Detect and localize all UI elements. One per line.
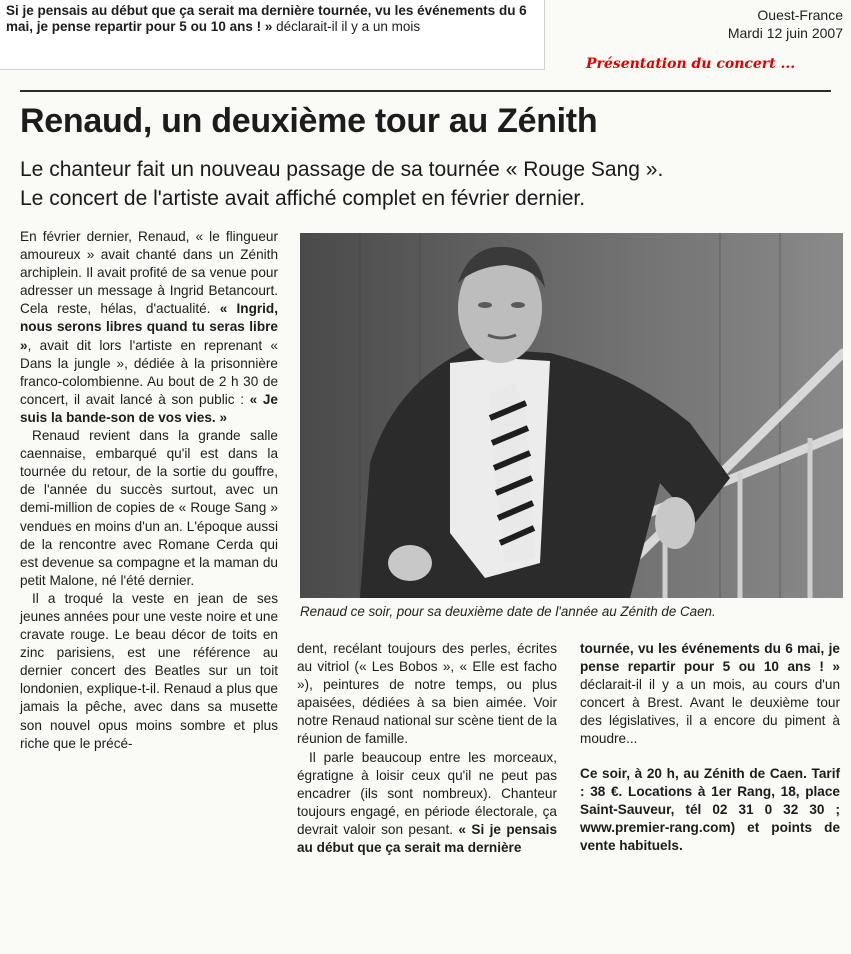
article-column-1	[20, 228, 278, 753]
quote-bande-son: « Je suis la bande-son de vos vies. »	[20, 391, 278, 425]
paragraph-3: Il a troqué la veste en jean de ses jeunes années pour une veste noire et une cravate rouge. Le beau décor de toits en zinc parisiens, est une référence au dernier concert des Beatles sur un toit londonien, explique-t-il. Renaud a plus que jamais la pêche, avec dans sa musette son nouvel opus moins sombre et plus riche que le précé-	[20, 590, 278, 751]
clipping-quote: Si je pensais au début que ça serait ma dernière tournée, vu les événements du 6 mai, je pense repartir pour 5 ou 10 ans ! »	[6, 3, 527, 34]
clipping-rest: déclarait-il il y a un mois	[276, 19, 421, 34]
newspaper-source	[728, 6, 843, 42]
paragraph-3-continued: dent, recélant toujours des perles, écrites au vitriol (« Les Bobos », « Elle est facho »), peintures de notre temps, ou plus apaisées, dédiées à sa bien aimée. Voir notre Renaud national sur scène tient de la réunion de famille.	[297, 641, 557, 747]
quote-derniere-tournee: « Si je pensais au début que ça serait ma dernière	[297, 821, 557, 856]
paragraph-4: Il parle beaucoup entre les morceaux, égratigne à loisir ceux qu'il ne peut pas encadrer (ils sont nombreux). Chanteur toujours engagé, en période électorale, ça devrait valoir son pesant. « Si je pensais au début que ça serait ma dernière	[297, 749, 557, 856]
paragraph-1: En février dernier, Renaud, « le flingueur amoureux » avait chanté dans un Zénith archiplein. Il avait profité de sa venue pour adresser un message à Ingrid Betancourt. Cela reste, hélas, d'actualité. « Ingrid, nous serons libres quand tu seras libre », avait dit lors l'artiste en reprenant « Dans la jungle », dédiée à la prisonnière franco-colombienne. Au bout de 2 h 30 de concert, il avait lancé à son public : « Je suis la bande-son de vos vies. »	[20, 229, 279, 425]
newspaper-clipping-excerpt	[0, 0, 545, 70]
quote-ingrid: « Ingrid, nous serons libres quand tu seras libre »	[20, 301, 279, 353]
quote-repartir: tournée, vu les événements du 6 mai, je pense repartir pour 5 ou 10 ans ! »	[580, 641, 840, 675]
article-headline: Renaud, un deuxième tour au Zénith	[20, 102, 598, 140]
subhead-line-2: Le concert de l'artiste avait affiché complet en février dernier.	[20, 187, 586, 210]
newspaper-name: Ouest-France	[757, 7, 843, 23]
presentation-label: Présentation du concert ...	[586, 56, 796, 72]
concert-photo	[300, 233, 843, 598]
header-rule	[20, 90, 831, 92]
photo-illustration	[300, 233, 843, 598]
article-column-2	[297, 640, 557, 857]
photo-caption: Renaud ce soir, pour sa deuxième date de l'année au Zénith de Caen.	[300, 604, 716, 619]
paragraph-5: tournée, vu les événements du 6 mai, je pense repartir pour 5 ou 10 ans ! » déclarait-il il y a un mois, au cours d'un concert à Brest. Avant le deuxième tour des législatives, il a encore du piment à moudre...	[580, 641, 840, 747]
paragraph-2: Renaud revient dans la grande salle caennaise, embarqué qu'il est dans la tournée du retour, de la sortie du gouffre, de l'année du succès surtout, avec un demi-million de copies de « Rouge Sang » vendues en moins d'un an. L'époque aussi de la rencontre avec Romane Cerda qui est devenue sa compagne et la maman du petit Malone, né l'été dernier.	[20, 428, 278, 588]
publication-date: Mardi 12 juin 2007	[727, 25, 843, 41]
concert-info: Ce soir, à 20 h, au Zénith de Caen. Tarif : 38 €. Locations à 1er Rang, 18, place Saint-Sauveur, tél 02 31 0 32 30 ; www.premier-rang.com) et points de vente habituels.	[580, 765, 840, 853]
article-column-3	[580, 640, 840, 855]
subhead-line-1: Le chanteur fait un nouveau passage de sa tournée « Rouge Sang ».	[20, 158, 664, 181]
article-subhead	[20, 155, 663, 213]
